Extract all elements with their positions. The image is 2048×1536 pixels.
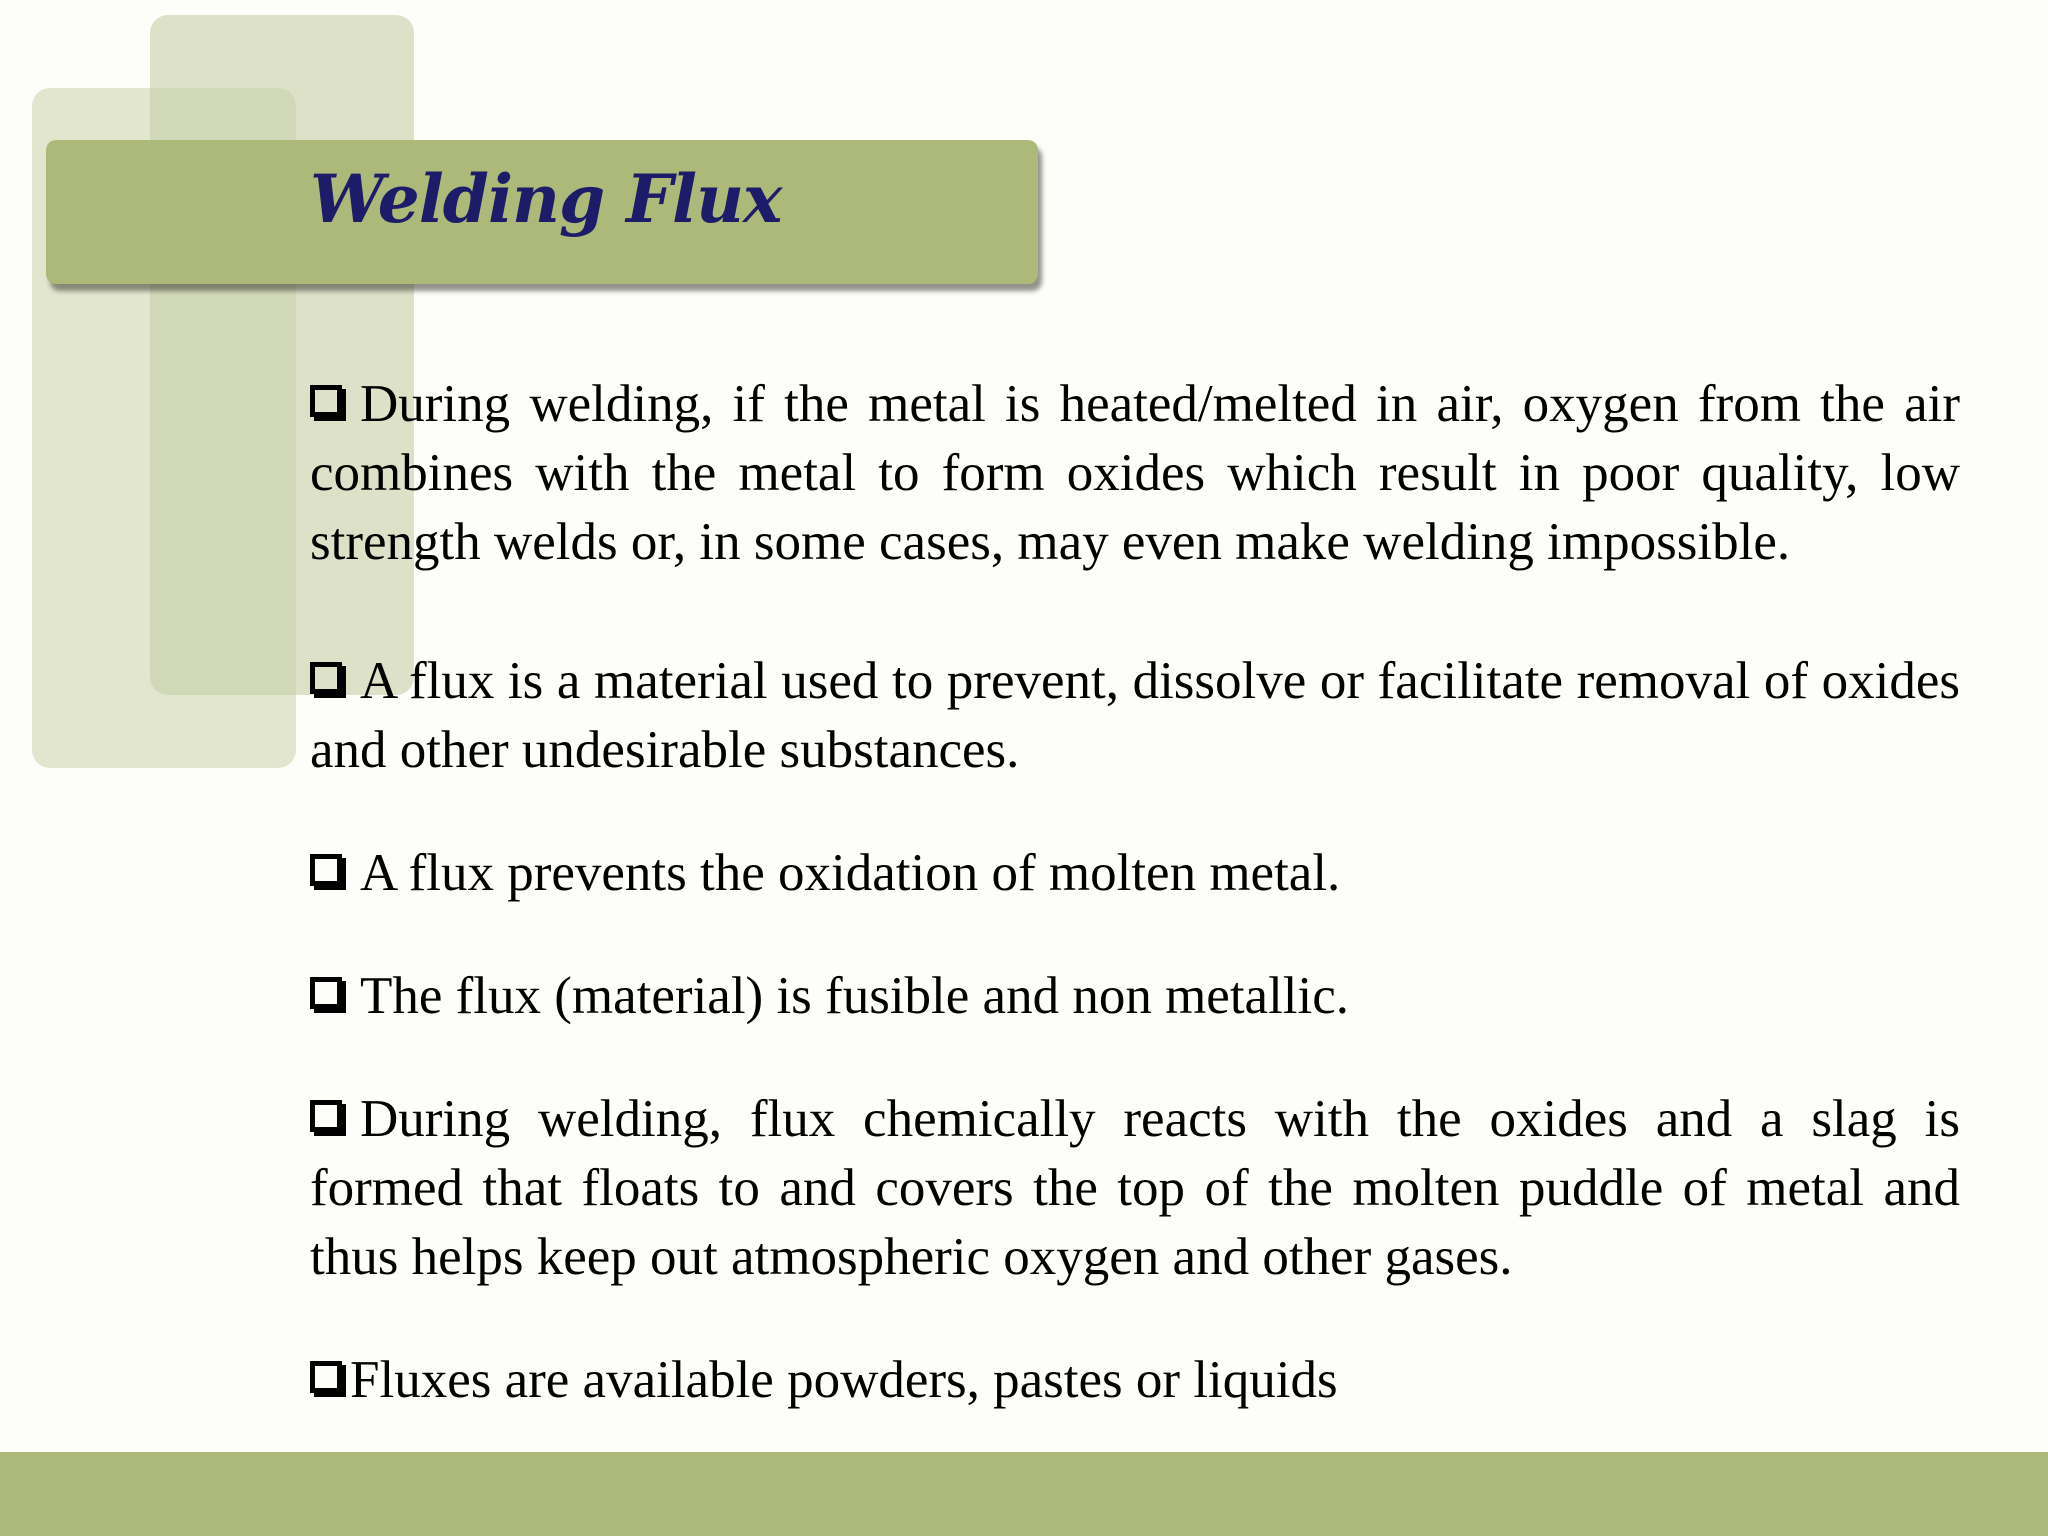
bullet-text: A flux prevents the oxidation of molten metal. xyxy=(360,844,1341,902)
checkbox-outline-icon xyxy=(310,854,342,886)
bullet-text: Fluxes are available powders, pastes or liquids xyxy=(350,1351,1338,1409)
checkbox-outline-icon xyxy=(310,1361,342,1393)
checkbox-outline-icon xyxy=(310,662,342,694)
bullet-item xyxy=(310,370,1960,577)
title-bar xyxy=(46,140,1038,284)
checkbox-outline-icon xyxy=(310,1100,342,1132)
bullet-text: During welding, if the metal is heated/melted in air, oxygen from the air combines with the metal to form oxides which result in poor quality, low strength welds or, in some cases, may even make welding impossible. xyxy=(310,375,1960,571)
bullet-text: During welding, flux chemically reacts with the oxides and a slag is formed that floats to and covers the top of the molten puddle of metal and thus helps keep out atmospheric oxygen and other gases. xyxy=(310,1090,1960,1286)
bullet-item xyxy=(310,839,1960,908)
bullet-list xyxy=(310,370,1960,1415)
checkbox-outline-icon xyxy=(310,977,342,1009)
bullet-item xyxy=(310,647,1960,785)
bullet-item xyxy=(310,1085,1960,1292)
bullet-item xyxy=(310,962,1960,1031)
checkbox-outline-icon xyxy=(310,385,342,417)
bullet-text: A flux is a material used to prevent, dissolve or facilitate removal of oxides and other undesirable substances. xyxy=(310,652,1960,779)
bottom-band xyxy=(0,1452,2048,1536)
bullet-item xyxy=(310,1346,1960,1415)
bullet-text: The flux (material) is fusible and non metallic. xyxy=(360,967,1350,1025)
slide-title: Welding Flux xyxy=(310,160,782,238)
